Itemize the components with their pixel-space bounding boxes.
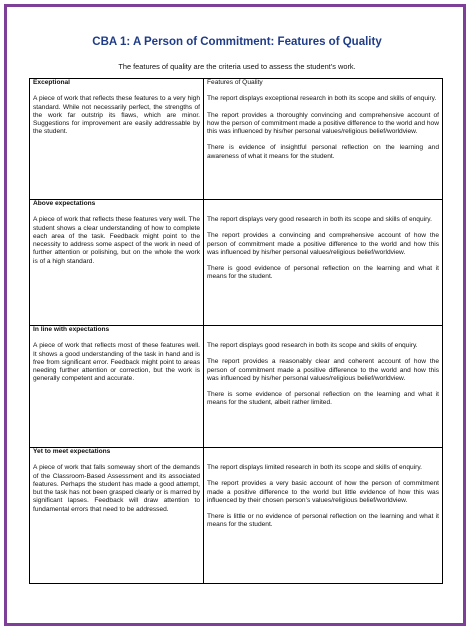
features-cell — [204, 200, 443, 326]
level-heading: Yet to meet expectations — [33, 448, 111, 455]
feature-research: The report displays very good research in both its scope and skills of enquiry. — [207, 216, 432, 223]
level-cell — [30, 79, 204, 200]
feature-account: The report provides a thoroughly convincing and comprehensive account of how the person of commitment made a positive difference to the world and how this was influenced by his/her personal values/religious belief/worldview. — [207, 111, 439, 136]
feature-account: The report provides a convincing and comprehensive account of how the person of commitment made a positive difference to the world and how this was influenced by his/her personal values/religious belief/worldview. — [207, 232, 439, 256]
rubric-row-exceptional — [30, 79, 443, 200]
rubric-row-above-expectations — [30, 200, 443, 326]
feature-reflection: There is some evidence of personal reflection on the learning and what it means for the student, albeit rather limited. — [207, 391, 439, 407]
features-cell — [204, 448, 443, 584]
level-description: A piece of work that reflects these features very well. The student shows a clear understanding of how to complete each area of the task. Feedback might point to the necessity to address some aspect of the work in need of further attention or polishing, but on the whole the work is of a high standard. — [33, 216, 200, 265]
level-description: A piece of work that reflects these features to a very high standard. While not necessarily perfect, the strengths of the work far outstrip its flaws, which are minor. Suggestions for improvement are easily addressable by the student. — [33, 95, 200, 136]
feature-reflection: There is evidence of insightful personal reflection on the learning and awareness of what it means for the student. — [207, 144, 439, 160]
rubric-row-yet-to-meet-expectations — [30, 448, 443, 584]
features-cell — [204, 326, 443, 448]
feature-reflection: There is good evidence of personal reflection on the learning and what it means for the student. — [207, 265, 439, 281]
features-cell — [204, 79, 443, 200]
level-heading: Above expectations — [33, 200, 96, 207]
feature-reflection: There is little or no evidence of personal reflection on the learning and what it means for the student. — [207, 513, 439, 529]
document-subtitle: The features of quality are the criteria used to assess the student’s work. — [118, 62, 356, 71]
level-cell — [30, 326, 204, 448]
level-heading: Exceptional — [33, 79, 71, 86]
level-description: A piece of work that falls someway short of the demands of the Classroom-Based Assessment and its associated features. Perhaps the student has made a good attempt, but the task has not been grasped clearly or is marred by significant lapses. Feedback will draw attention to fundamental errors that need to be addressed. — [33, 464, 200, 513]
features-header: Features of Quality — [207, 79, 263, 86]
rubric-row-in-line-with-expectations — [30, 326, 443, 448]
feature-account: The report provides a reasonably clear and coherent account of how the person of commitment made a positive difference to the world and how this was influenced by his/her personal values/religious belief/worldview. — [207, 358, 439, 382]
feature-research: The report displays limited research in both its scope and skills of enquiry. — [207, 464, 423, 471]
feature-account: The report provides a very basic account of how the person of commitment made a positive difference to the world but little evidence of how this was influenced by their chosen person’s values/religious belief/worldview. — [207, 480, 439, 504]
level-cell — [30, 200, 204, 326]
level-description: A piece of work that reflects most of these features well. It shows a good understanding of the task in hand and is free from significant error. Feedback might point to areas needing further attention or correction, but the work is generally competent and accurate. — [33, 342, 200, 383]
quality-rubric-table — [29, 78, 443, 584]
level-heading: In line with expectations — [33, 326, 110, 333]
level-cell — [30, 448, 204, 584]
feature-research: The report displays good research in both its scope and skills of enquiry. — [207, 342, 418, 349]
document-title: CBA 1: A Person of Commitment: Features of Quality — [92, 36, 382, 48]
feature-research: The report displays exceptional research in both its scope and skills of enquiry. — [207, 95, 437, 103]
